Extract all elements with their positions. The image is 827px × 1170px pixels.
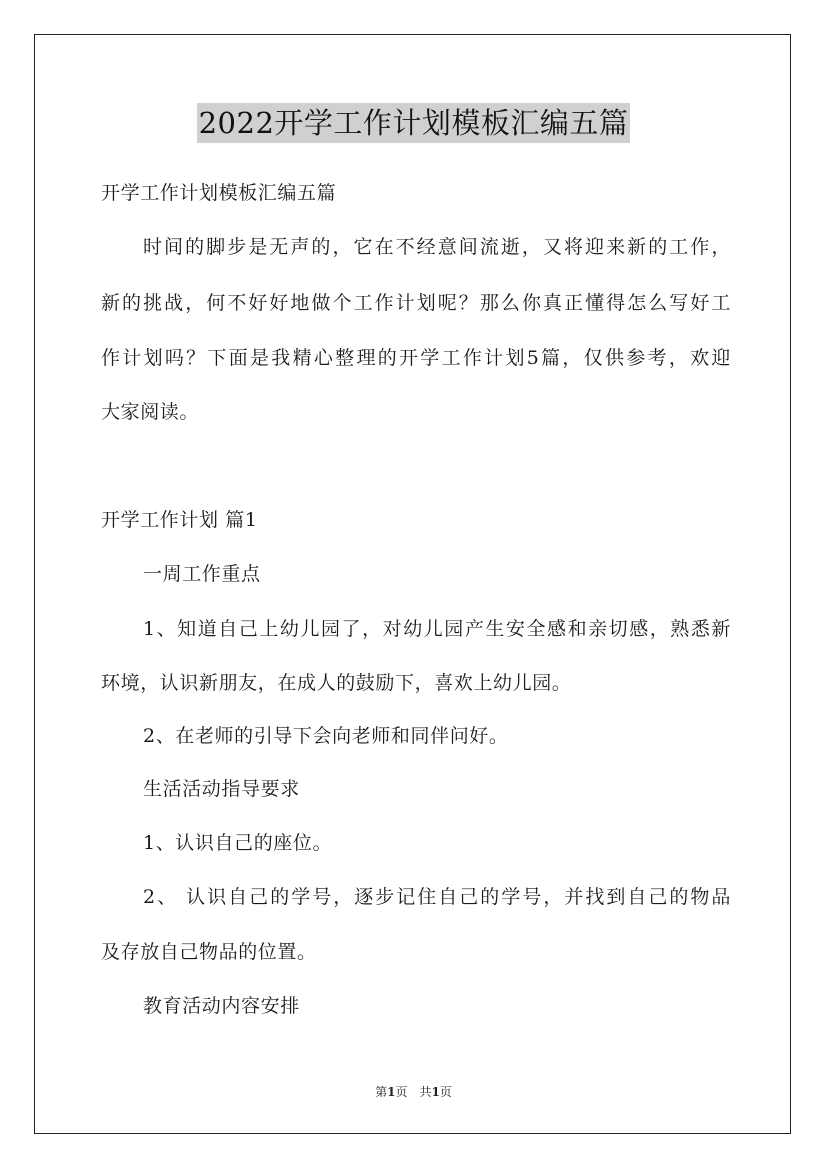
intro-paragraph-line: 大家阅读。 bbox=[101, 401, 200, 423]
list-item-line: 1、知道自己上幼儿园了，对幼儿园产生安全感和亲切感，熟悉新 bbox=[143, 618, 731, 640]
subheading-weekly-focus: 一周工作重点 bbox=[143, 563, 261, 585]
intro-paragraph-line: 时间的脚步是无声的，它在不经意间流逝，又将迎来新的工作， bbox=[143, 236, 731, 258]
section-heading: 开学工作计划 篇1 bbox=[101, 509, 258, 531]
page-footer bbox=[0, 1084, 827, 1100]
list-item-line: 2、在老师的引导下会向老师和同伴问好。 bbox=[143, 725, 509, 747]
title-container bbox=[0, 103, 827, 143]
list-item-line: 1、认识自己的座位。 bbox=[143, 832, 333, 854]
list-item-line: 环境，认识新朋友，在成人的鼓励下，喜欢上幼儿园。 bbox=[101, 672, 572, 694]
list-item-line: 及存放自己物品的位置。 bbox=[101, 941, 317, 963]
list-item-line: 2、 认识自己的学号，逐步记住自己的学号，并找到自己的物品 bbox=[143, 886, 731, 908]
subheading-life-activities: 生活活动指导要求 bbox=[143, 778, 300, 800]
subheading-education-activities: 教育活动内容安排 bbox=[143, 995, 300, 1017]
footer-total-pages: 1 bbox=[431, 1085, 440, 1099]
intro-paragraph-line: 作计划吗？下面是我精心整理的开学工作计划5篇，仅供参考，欢迎 bbox=[101, 347, 731, 369]
document-title: 2022开学工作计划模板汇编五篇 bbox=[197, 103, 631, 143]
footer-suffix: 页 bbox=[439, 1085, 452, 1099]
intro-paragraph-line: 新的挑战，何不好好地做个工作计划呢？那么你真正懂得怎么写好工 bbox=[101, 292, 731, 314]
footer-prefix: 第 bbox=[375, 1085, 388, 1099]
footer-mid: 页 共 bbox=[395, 1085, 432, 1099]
subtitle-line: 开学工作计划模板汇编五篇 bbox=[101, 182, 337, 204]
footer-current-page: 1 bbox=[387, 1085, 396, 1099]
